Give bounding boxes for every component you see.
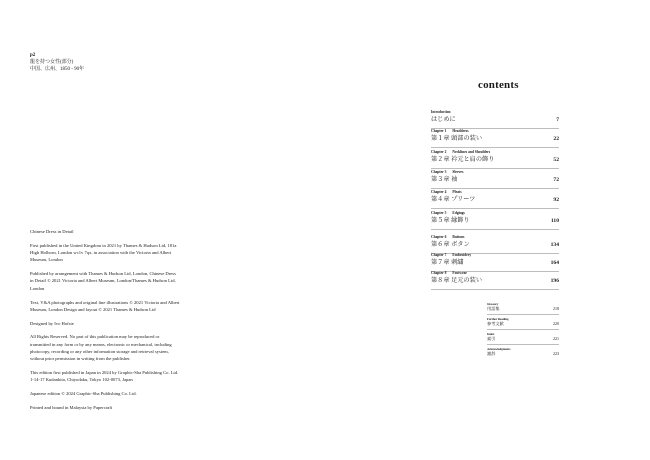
toc-ja-title: 衿元と肩の飾り [451, 156, 495, 163]
toc-en-label: Chapter 1 [431, 129, 447, 133]
toc-ja-title: はじめに [431, 116, 456, 123]
toc-en-label: Chapter 3 [431, 170, 447, 174]
back-matter-page: 220 [553, 321, 559, 326]
back-matter-divider [487, 344, 559, 345]
toc-en-label: Chapter 4 [431, 190, 447, 194]
toc-ja-number: 第４章 [431, 196, 450, 203]
toc-ja-number: 第７章 [431, 259, 450, 266]
toc-en-title: Embroidery [452, 253, 472, 257]
right-page [325, 0, 650, 460]
toc-ja-number: 第１章 [431, 135, 450, 142]
toc-divider [431, 289, 559, 290]
toc-ja-number: 第６章 [431, 241, 450, 248]
colophon-paragraph: Chinese Dress in Detail [30, 229, 74, 234]
back-matter-en: Acknowledgments [487, 347, 511, 351]
toc-divider [431, 188, 559, 189]
caption-line-1: 龍を持つ女性(部分) [30, 60, 74, 65]
toc-en-title: Necklines and Shoulders [452, 150, 491, 154]
back-matter-en: Index [487, 332, 495, 336]
toc-en-title: Buttons [452, 235, 465, 239]
toc-en-title: Pleats [452, 190, 462, 194]
toc-ja-title: 刺繍 [451, 259, 464, 266]
back-matter-ja: 用語集 [487, 306, 500, 311]
toc-ja-title: ボタン [451, 241, 470, 248]
colophon-paragraph: This edition first published in Japan in 2024 by Graphic-Sha Publishing Co. Ltd. 1-14-17 Kudankita, Chiyodaku, Tokyo 102-0073, Japan [30, 370, 179, 383]
toc-entry-chapter-5[interactable] [431, 211, 559, 230]
back-matter-index[interactable] [487, 332, 559, 345]
back-matter-page: 221 [553, 336, 559, 341]
toc-ja-title: 頭部の装い [451, 135, 483, 142]
image-caption [30, 52, 84, 73]
toc-entry-chapter-7[interactable] [431, 253, 559, 272]
toc-en-label: Chapter 8 [431, 271, 447, 275]
colophon-paragraph: Published by arrangement with Thames & Hudson Ltd, London, Chinese Dress in Detail © 2021 Victoria and Albert Museum, London/Thames & Hudson Ltd, London [30, 271, 176, 291]
toc-page-number: 110 [550, 218, 559, 224]
toc-page-number: 22 [553, 136, 559, 142]
caption-page-ref: p2 [30, 53, 36, 58]
toc-entry-chapter-2[interactable] [431, 150, 559, 169]
back-matter-divider [487, 314, 559, 315]
toc-entry-chapter-3[interactable] [431, 170, 559, 189]
toc-entry-chapter-4[interactable] [431, 190, 559, 209]
toc-ja-number: 第３章 [431, 176, 450, 183]
toc-page-number: 134 [550, 242, 559, 248]
back-matter-ja: 索引 [487, 336, 496, 341]
toc-page-number: 92 [553, 197, 559, 203]
toc-en-label: Chapter 6 [431, 235, 447, 239]
toc-page-number: 52 [553, 157, 559, 163]
toc-entry-chapter-1[interactable] [431, 129, 559, 148]
colophon-paragraph: Designed by Ivo Hofste [30, 320, 74, 326]
toc-ja-title: 袖 [451, 176, 458, 183]
toc-en-label: Introduction [431, 110, 451, 114]
toc-ja-title: プリーツ [451, 196, 476, 203]
colophon [30, 228, 180, 418]
toc-en-label: Chapter 5 [431, 211, 447, 215]
toc-divider [431, 147, 559, 148]
toc-ja-title: 縁飾り [451, 217, 470, 224]
back-matter-en: Further Reading [487, 317, 509, 321]
back-matter-ja: 参考文献 [487, 321, 504, 326]
toc-entry-introduction[interactable] [431, 110, 559, 129]
toc-ja-number: 第２章 [431, 156, 450, 163]
colophon-paragraph: Text, V&A photographs and original line illustrations © 2021 Victoria and Albert Museum, London Design and layout © 2021 Thames & Hudson Ltd [30, 299, 180, 312]
back-matter-en: Glossary [487, 302, 499, 306]
toc-ja-title: 足元の装い [451, 277, 483, 284]
back-matter-page: 218 [553, 306, 559, 311]
toc-ja-number: 第５章 [431, 217, 450, 224]
caption-line-2: 中国、広州、1850 - 90年 [30, 67, 85, 72]
back-matter-acknowledgments[interactable] [487, 347, 559, 357]
toc-en-label: Chapter 2 [431, 150, 447, 154]
back-matter-ja: 謝辞 [487, 351, 496, 356]
toc-entry-chapter-6[interactable] [431, 235, 559, 254]
back-matter-glossary[interactable] [487, 302, 559, 315]
toc-page-number: 196 [550, 278, 559, 284]
toc-page-number: 7 [556, 117, 559, 123]
colophon-paragraph: Japanese edition © 2024 Graphic-Sha Publishing Co. Ltd. [30, 391, 137, 397]
toc-page-number: 72 [553, 177, 559, 183]
back-matter-divider [487, 329, 559, 330]
toc-en-title: Headdress [452, 129, 469, 133]
toc-divider [431, 229, 559, 230]
toc-divider [431, 208, 559, 209]
toc-en-title: Sleeves [452, 170, 464, 174]
back-matter-page: 223 [553, 351, 559, 356]
toc-divider [431, 168, 559, 169]
toc-en-title: Edgings [452, 211, 465, 215]
toc-en-label: Chapter 7 [431, 253, 447, 257]
colophon-paragraph: First published in the United Kingdom in 2021 by Thames & Hudson Ltd, 181a High Holborn, London wc1v 7qx, in association with the Victoria and Albert Museum, London [30, 242, 177, 263]
contents-title: contents [478, 79, 519, 91]
toc-ja-number: 第８章 [431, 277, 450, 284]
toc-en-title: Footwear [452, 271, 467, 275]
toc-page-number: 164 [550, 260, 559, 266]
colophon-paragraph: Printed and bound in Malaysia by Papercraft [30, 405, 113, 411]
colophon-paragraph: All Rights Reserved. No part of this publication may be reproduced or transmitted in any form or by any means, electronic or mechanical, including photocopy, recording or any other information storage and retrieval system, without prior permission in writing from the publisher. [30, 334, 172, 362]
back-matter-further-reading[interactable] [487, 317, 559, 330]
toc-entry-chapter-8[interactable] [431, 271, 559, 290]
